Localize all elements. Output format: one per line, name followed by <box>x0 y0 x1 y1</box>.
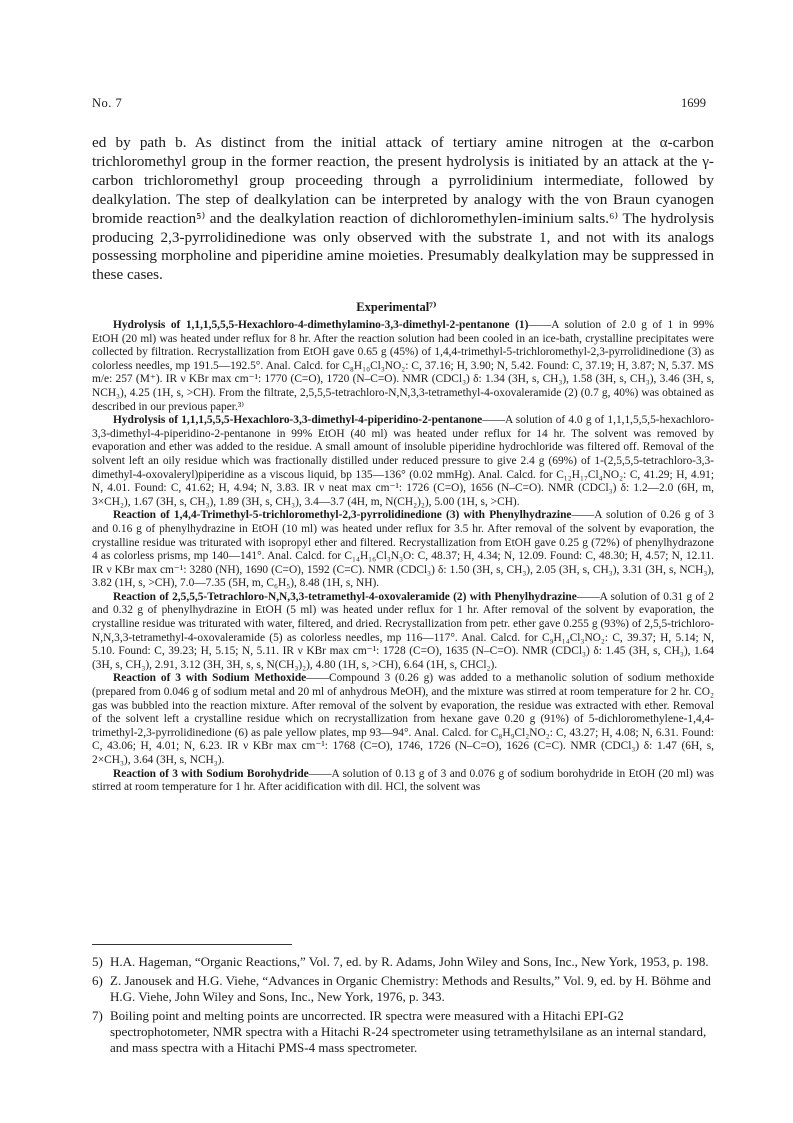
footnote <box>92 1008 714 1056</box>
paragraph-text: ——A solution of 0.31 g of 2 and 0.32 g of phenylhydrazine in EtOH (5 ml) was heated under reflux for 1 hr. After removal of the solvent by evaporation, the crystalline residue was triturated with water, filtered, and dried. Recrystallization from petr. ether gave 0.255 g (93%) of 2,5,5-trichloro-N,N,3,3-tetramethyl-4-oxovaleramide (5) as colorless needles, mp 116—117°. Anal. Calcd. for C₉H₁₄Cl₃NO₂: C, 39.37; H, 5.14; N, 5.10. Found: C, 39.23; H, 5.15; N, 5.11. IR ν KBr max cm⁻¹: 1728 (C=O), 1635 (N–C=O). NMR (CDCl₃) δ: 1.45 (3H, s, CH₃), 1.64 (3H, s, CH₃), 2.91, 3.12 (3H, 3H, s, s, N(CH₃)₂), 4.80 (1H, s, >CH), 6.64 (1H, s, CHCl₂). <box>92 590 714 671</box>
footnote-number: 5) <box>92 954 103 969</box>
paragraph-text: ——A solution of 4.0 g of 1,1,1,5,5,5-hexachloro-3,3-dimethyl-4-piperidino-2-pentanone in 99% EtOH (40 ml) was heated under reflux for 14 hr. The solvent was removed by evaporation and ether was added to the residue. A small amount of insoluble piperidine hydrochloride was filtered off. Removal of the solvent left an oily residue which was fractionally distilled under reduced pressure to give 2.4 g (69%) of 1-(2,5,5,5-tetrachloro-3,3-dimethyl-4-oxovaleryl)piperidine as a viscous liquid, bp 135—136° (0.02 mmHg). Anal. Calcd. for C₁₂H₁₇Cl₄NO₂: C, 41.29; H, 4.91; N, 4.01. Found: C, 41.62; H, 4.94; N, 3.83. IR ν neat max cm⁻¹: 1726 (C=O), 1656 (N–C=O). NMR (CDCl₃) δ: 1.2—2.0 (6H, m, 3×CH₂), 1.67 (3H, s, CH₃), 1.89 (3H, s, CH₃), 3.4—3.7 (4H, m, N(CH₂)₂), 5.00 (1H, s, >CH). <box>92 414 714 508</box>
intro-paragraph: ed by path b. As distinct from the initial attack of tertiary amine nitrogen at the α-carbon trichloromethyl group in the former reaction, the present hydrolysis is initiated by an attack at the γ-carbon trichloromethyl group proceeding through a pyrrolidinium intermediate, followed by dealkylation. The step of dealkylation can be interpreted by analogy with the von Braun cyanogen bromide reaction⁵⁾ and the dealkylation reaction of dichloromethylen-iminium salts.⁶⁾ The hydrolysis producing 2,3-pyrrolidinedione was only observed with the substrate 1, and not with its analogs possessing morpholine and piperidine amine moieties. Presumably dealkylation may be suppressed in these cases. <box>92 134 714 284</box>
paragraph-reaction-sodium-borohydride <box>92 768 714 795</box>
paragraph-hydrolysis-piperidino <box>92 414 714 509</box>
footnote-divider <box>92 944 292 945</box>
footnote <box>92 973 714 1005</box>
paragraph-text: ——Compound 3 (0.26 g) was added to a methanolic solution of sodium methoxide (prepared from 0.046 g of sodium metal and 20 ml of anhydrous MeOH), and the mixture was stirred at room temperature for 2 hr. CO₂ gas was bubbled into the reaction mixture. After removal of the solvent by evaporation, the residue was extracted with ether. Removal of the solvent left a crystalline residue which on recrystallization from hexane gave 0.20 g (91%) of 5-dichloromethylene-1,4,4-trimethyl-2,3-pyrrolidinedione (6) as pale yellow plates, mp 93—94°. Anal. Calcd. for C₈H₉Cl₂NO₂: C, 43.27; H, 4.08; N, 6.31. Found: C, 43.06; H, 4.01; N, 6.23. IR ν KBr max cm⁻¹: 1768 (C=O), 1746, 1726 (N–C=O), 1626 (C=C). NMR (CDCl₃) δ: 1.47 (6H, s, 2×CH₃), 3.64 (3H, s, NCH₃). <box>92 672 715 766</box>
footnote-text: Boiling point and melting points are uncorrected. IR spectra were measured with a Hitachi EPI-G2 spectrophotometer, NMR spectra with a Hitachi R-24 spectrometer using tetramethylsilane as an internal standard, and mass spectra with a Hitachi PMS-4 mass spectrometer. <box>110 1008 707 1055</box>
paragraph-reaction-3-phenylhydrazine <box>92 509 714 591</box>
paragraph-heading: Hydrolysis of 1,1,1,5,5,5-Hexachloro-4-dimethylamino-3,3-dimethyl-2-pentanone (1) <box>113 319 529 331</box>
footnote <box>92 954 714 970</box>
paragraph-hydrolysis-1 <box>92 319 714 414</box>
paragraph-heading: Reaction of 3 with Sodium Borohydride <box>113 767 309 780</box>
paragraph-heading: Reaction of 2,5,5,5-Tetrachloro-N,N,3,3-tetramethyl-4-oxovaleramide (2) with Phenylhydrazine <box>113 590 577 603</box>
footnotes <box>92 954 714 1059</box>
footnote-number: 7) <box>92 1008 103 1023</box>
section-title: Experimental⁷⁾ <box>356 300 437 314</box>
paragraph-reaction-sodium-methoxide <box>92 672 714 767</box>
page-number: 1699 <box>681 96 706 110</box>
footnote-text: H.A. Hageman, “Organic Reactions,” Vol. 7, ed. by R. Adams, John Wiley and Sons, Inc., New York, 1953, p. 198. <box>110 954 709 969</box>
paragraph-heading: Reaction of 1,4,4-Trimethyl-5-trichloromethyl-2,3-pyrrolidinedione (3) with Phenylhydrazine <box>113 509 572 522</box>
paragraph-heading: Reaction of 3 with Sodium Methoxide <box>113 672 307 685</box>
paragraph-reaction-2-phenylhydrazine <box>92 591 714 673</box>
paragraph-text: ——A solution of 0.13 g of 3 and 0.076 g of sodium borohydride in EtOH (20 ml) was stirred at room temperature for 1 hr. After acidification with dil. HCl, the solvent was <box>92 767 714 794</box>
footnote-number: 6) <box>92 973 103 988</box>
experimental-body <box>92 319 714 795</box>
footnote-text: Z. Janousek and H.G. Viehe, “Advances in Organic Chemistry: Methods and Results,” Vol. 9, ed. by H. Böhme and H.G. Viehe, John Wiley and Sons, Inc., New York, 1976, p. 343. <box>110 973 711 1004</box>
paragraph-text: ——A solution of 0.26 g of 3 and 0.16 g of phenylhydrazine in EtOH (10 ml) was heated under reflux for 3.5 hr. After removal of the solvent by evaporation, the crystalline residue was triturated with isopropyl ether and filtered. Recrystallization from EtOH gave 0.25 g (72%) of phenylhydrazone 4 as colorless prisms, mp 140—141°. Anal. Calcd. for C₁₄H₁₆Cl₃N₃O: C, 48.37; H, 4.34; N, 12.09. Found: C, 48.30; H, 4.57; N, 12.11. IR ν KBr max cm⁻¹: 3280 (NH), 1690 (C=O), 1592 (C=C). NMR (CDCl₃) δ: 1.50 (3H, s, CH₃), 2.05 (3H, s, CH₃), 3.31 (3H, s, NCH₃), 3.82 (1H, s, >CH), 7.0—7.35 (5H, m, C₆H₅), 8.48 (1H, s, NH). <box>92 509 714 590</box>
issue-number: No. 7 <box>92 96 123 110</box>
paragraph-heading: Hydrolysis of 1,1,1,5,5,5-Hexachloro-3,3-dimethyl-4-piperidino-2-pentanone <box>113 414 483 427</box>
paragraph-text: ——A solution of 2.0 g of 1 in 99% EtOH (20 ml) was heated under reflux for 8 hr. After the reaction solution had been cooled in an ice-bath, crystalline precipitates were collected by filtration. Recrystallization from EtOH gave 0.65 g (45%) of 1,4,4-trimethyl-5-trichloromethyl-2,3-pyrrolidinedione (3) as colorless needles, mp 191.5—192.5°. Anal. Calcd. for C₈H₁₀Cl₃NO₂: C, 37.16; H, 3.90; N, 5.42. Found: C, 37.19; H, 3.87; N, 5.37. MS m/e: 257 (M⁺). IR ν KBr max cm⁻¹: 1770 (C=O), 1720 (N–C=O). NMR (CDCl₃) δ: 1.34 (3H, s, CH₃), 1.58 (3H, s, CH₃), 3.46 (3H, s, NCH₃), 4.25 (1H, s, >CH). From the filtrate, 2,5,5,5-tetrachloro-N,N,3,3-tetramethyl-4-oxovaleramide (2) (0.7 g, 40%) was obtained as described in our previous paper.³⁾ <box>92 319 714 413</box>
